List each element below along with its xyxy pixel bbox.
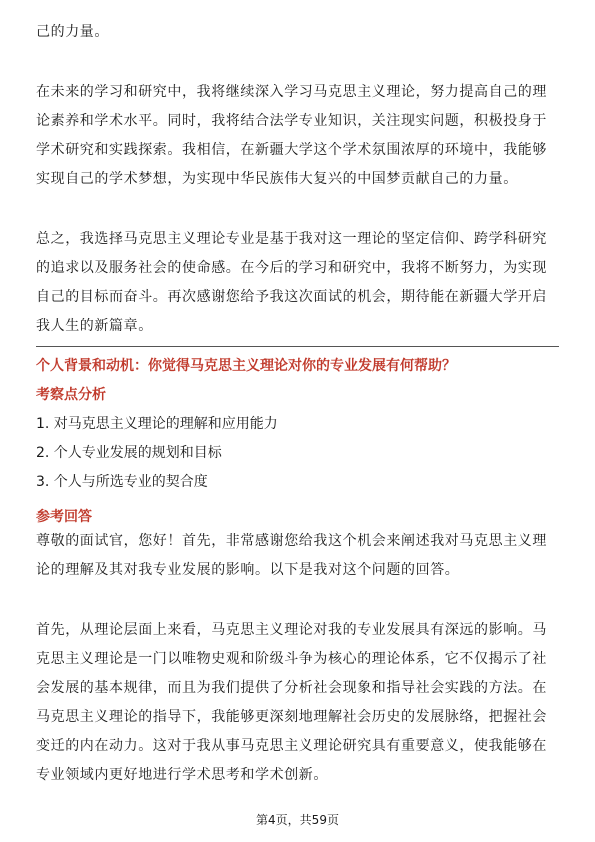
analysis-point: 3. 个人与所选专业的契合度 — [36, 474, 208, 490]
analysis-point: 2. 个人专业发展的规划和目标 — [36, 445, 222, 461]
answer-heading: 参考回答 — [36, 509, 92, 525]
answer-body-paragraph: 首先，从理论层面上来看，马克思主义理论对我的专业发展具有深远的影响。马克思主义理论是一门以唯物史观和阶级斗争为核心的理论体系，它不仅揭示了社会发展的基本规律，而且为我们提供了分析社会现象和指导社会实践的方法。在马克思主义理论的指导下，我能够更深刻地理解社会历史的发展脉络，把握社会变迁的内在动力。这对于我从事马克思主义理论研究具有重要意义，使我能够在专业领域内更好地进行学术思考和学术创新。 — [36, 622, 547, 783]
question-heading: 个人背景和动机：你觉得马克思主义理论对你的专业发展有何帮助？ — [36, 358, 456, 374]
analysis-point: 1. 对马克思主义理论的理解和应用能力 — [36, 416, 278, 432]
answer-intro-paragraph: 尊敬的面试官，您好！首先，非常感谢您给我这个机会来阐述我对马克思主义理论的理解及其对我专业发展的影响。以下是我对这个问题的回答。 — [36, 533, 547, 578]
paragraph-summary: 总之，我选择马克思主义理论专业是基于我对这一理论的坚定信仰、跨学科研究的追求以及服务社会的使命感。在今后的学习和研究中，我将不断努力，为实现自己的目标而奋斗。再次感谢您给予我这次面试的机会，期待能在新疆大学开启我人生的新篇章。 — [36, 231, 547, 334]
analysis-heading: 考察点分析 — [36, 387, 106, 403]
paragraph-continuation: 己的力量。 — [36, 24, 109, 40]
paragraph-future-plans: 在未来的学习和研究中，我将继续深入学习马克思主义理论，努力提高自己的理论素养和学术水平。同时，我将结合法学专业知识，关注现实问题，积极投身于学术研究和实践探索。我相信，在新疆大学这个学术氛围浓厚的环境中，我能够实现自己的学术梦想，为实现中华民族伟大复兴的中国梦贡献自己的力量。 — [36, 84, 547, 187]
page-number-footer: 第4页，共59页 — [256, 813, 339, 827]
section-divider — [36, 346, 559, 347]
